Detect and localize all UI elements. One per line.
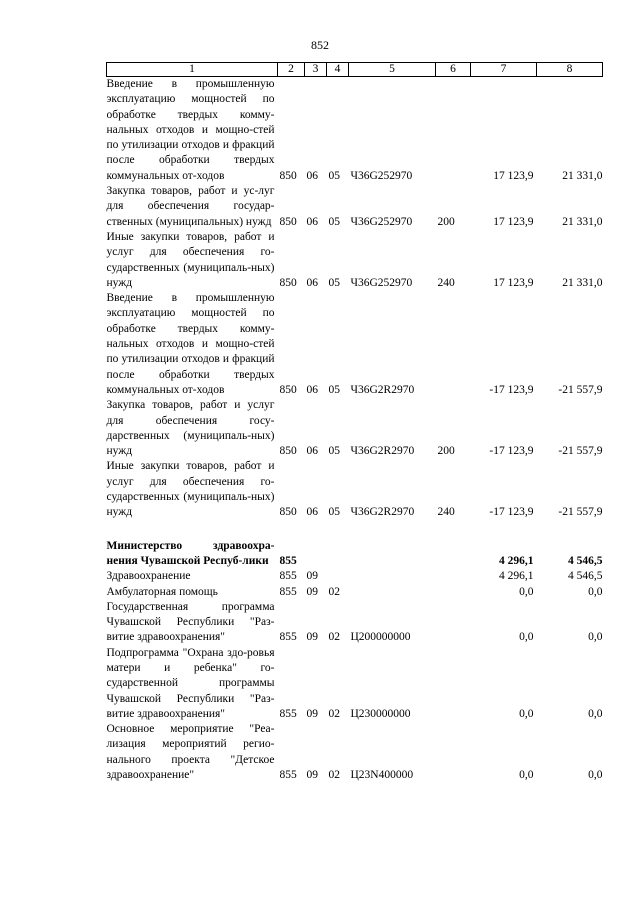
row-admin-code: 850 [279, 276, 297, 289]
row-amount-year-1: -17 123,9 [489, 445, 534, 458]
row-amount-year-2: 21 331,0 [562, 169, 603, 182]
row-expense-type [436, 585, 471, 600]
row-name: Министерство здравоохра-нения Чувашской Респуб-лики [106, 539, 275, 567]
row-target-item: Ц23N400000 [350, 769, 414, 782]
row-name: Введение в промышленную эксплуатацию мощностей по обработке твердых комму-нальных отходов и мощно-стей по утилизации отходов и фракций после обработки твердых коммунальных от-ходов [106, 78, 275, 182]
row-target-item: Ч36G252970 [350, 215, 413, 228]
row-section [305, 539, 327, 570]
table-body [107, 77, 603, 784]
header-col-5: 5 [349, 63, 436, 77]
row-subsection: 05 [328, 215, 340, 228]
row-amount-year-2: 0,0 [588, 707, 603, 720]
row-amount-year-2: 0,0 [588, 769, 603, 782]
row-admin-code: 855 [279, 554, 297, 567]
table-row [107, 722, 603, 783]
row-amount-year-1: 0,0 [519, 585, 534, 598]
row-amount-year-2: 4 546,5 [568, 570, 603, 583]
row-amount-year-1: -17 123,9 [489, 383, 534, 396]
row-admin-code: 855 [279, 707, 297, 720]
row-target-item [349, 539, 436, 570]
row-target-item: Ч36G2R2970 [350, 383, 415, 396]
row-section: 06 [306, 276, 318, 289]
table-row [107, 184, 603, 230]
table-row [107, 569, 603, 584]
header-col-7: 7 [471, 63, 537, 77]
row-amount-year-2: 21 331,0 [562, 276, 603, 289]
row-expense-type [436, 646, 471, 722]
row-admin-code: 855 [279, 585, 297, 598]
row-admin-code: 855 [279, 631, 297, 644]
row-section: 09 [306, 631, 318, 644]
row-subsection: 02 [328, 631, 340, 644]
row-name: Иные закупки товаров, работ и услуг для обеспечения го-сударственных (муниципаль-ных) нужд [106, 230, 275, 289]
row-expense-type [436, 569, 471, 584]
row-target-item: Ц230000000 [350, 707, 411, 720]
row-expense-type [436, 722, 471, 783]
row-amount-year-1: 4 296,1 [499, 570, 534, 583]
table-header-row [107, 63, 603, 77]
row-amount-year-1: 0,0 [519, 631, 534, 644]
row-expense-type: 200 [437, 215, 455, 228]
row-amount-year-1: 17 123,9 [493, 169, 534, 182]
row-amount-year-1: -17 123,9 [489, 506, 534, 519]
row-section: 06 [306, 445, 318, 458]
row-subsection: 05 [328, 445, 340, 458]
table-row [107, 646, 603, 722]
row-amount-year-1: 17 123,9 [493, 276, 534, 289]
row-name: Иные закупки товаров, работ и услуг для обеспечения го-сударственных (муниципаль-ных) нужд [106, 460, 275, 519]
row-name: Закупка товаров, работ и ус-луг для обеспечения государ-ственных (муниципальных) нужд [106, 185, 275, 228]
spacer-cell [107, 521, 603, 539]
table-row [107, 230, 603, 291]
header-col-2: 2 [278, 63, 305, 77]
row-name: Основное мероприятие "Реа-лизация мероприятий регио-нального проекта "Детское здравоохранение" [106, 723, 275, 782]
row-target-item [349, 585, 436, 600]
row-name: Закупка товаров, работ и услуг для обеспечения госу-дарственных (муниципаль-ных) нужд [106, 399, 275, 458]
row-amount-year-2: 4 546,5 [568, 554, 603, 567]
row-expense-type: 200 [437, 445, 455, 458]
row-admin-code: 850 [279, 506, 297, 519]
row-amount-year-1: 0,0 [519, 769, 534, 782]
row-name: Здравоохранение [106, 570, 191, 583]
row-admin-code: 850 [279, 215, 297, 228]
table-row [107, 291, 603, 398]
row-section: 06 [306, 383, 318, 396]
row-expense-type: 240 [437, 506, 455, 519]
header-col-1: 1 [107, 63, 278, 77]
header-col-3: 3 [305, 63, 327, 77]
row-subsection: 02 [328, 769, 340, 782]
header-col-8: 8 [537, 63, 603, 77]
row-name: Амбулаторная помощь [106, 585, 218, 598]
row-amount-year-2: -21 557,9 [558, 383, 603, 396]
row-amount-year-2: 0,0 [588, 585, 603, 598]
row-section: 06 [306, 169, 318, 182]
row-amount-year-1: 17 123,9 [493, 215, 534, 228]
row-name: Введение в промышленную эксплуатацию мощностей по обработке твердых комму-нальных отходов и мощно-стей по утилизации отходов и фракций после обработки твердых коммунальных от-ходов [106, 292, 275, 396]
row-subsection: 05 [328, 276, 340, 289]
row-subsection: 05 [328, 383, 340, 396]
row-amount-year-2: 0,0 [588, 631, 603, 644]
row-target-item: Ч36G252970 [350, 169, 413, 182]
row-target-item: Ч36G2R2970 [350, 445, 415, 458]
row-subsection: 02 [328, 585, 340, 598]
row-section: 09 [306, 707, 318, 720]
row-target-item: Ц200000000 [350, 631, 411, 644]
row-amount-year-2: -21 557,9 [558, 506, 603, 519]
row-section: 06 [306, 506, 318, 519]
budget-table [106, 62, 603, 783]
table-row [107, 459, 603, 520]
row-admin-code: 855 [279, 769, 297, 782]
row-target-item: Ч36G2R2970 [350, 506, 415, 519]
page-number: 852 [311, 38, 329, 52]
header-col-6: 6 [436, 63, 471, 77]
row-target-item: Ч36G252970 [350, 276, 413, 289]
row-expense-type [436, 600, 471, 646]
row-admin-code: 855 [279, 570, 297, 583]
row-expense-type [436, 539, 471, 570]
row-amount-year-2: 21 331,0 [562, 215, 603, 228]
row-expense-type: 240 [437, 276, 455, 289]
row-name: Подпрограмма "Охрана здо-ровья матери и ребенка" го-сударственной программы Чувашской Республики "Раз-витие здравоохранения" [106, 646, 275, 720]
row-subsection [327, 569, 349, 584]
row-subsection [327, 539, 349, 570]
spacer-row [107, 521, 603, 539]
row-subsection: 05 [328, 169, 340, 182]
row-amount-year-1: 0,0 [519, 707, 534, 720]
row-expense-type [436, 291, 471, 398]
table-row [107, 585, 603, 600]
row-section: 09 [306, 570, 318, 583]
row-amount-year-2: -21 557,9 [558, 445, 603, 458]
table-row [107, 539, 603, 570]
table-row [107, 77, 603, 185]
table-row [107, 398, 603, 459]
header-col-4: 4 [327, 63, 349, 77]
row-admin-code: 850 [279, 445, 297, 458]
row-admin-code: 850 [279, 169, 297, 182]
row-subsection: 05 [328, 506, 340, 519]
row-subsection: 02 [328, 707, 340, 720]
row-expense-type [436, 77, 471, 185]
row-section: 09 [306, 585, 318, 598]
row-amount-year-1: 4 296,1 [499, 554, 534, 567]
row-admin-code: 850 [279, 383, 297, 396]
row-name: Государственная программа Чувашской Республики "Раз-витие здравоохранения" [106, 600, 275, 644]
row-section: 06 [306, 215, 318, 228]
row-section: 09 [306, 769, 318, 782]
table-row [107, 600, 603, 646]
row-target-item [349, 569, 436, 584]
